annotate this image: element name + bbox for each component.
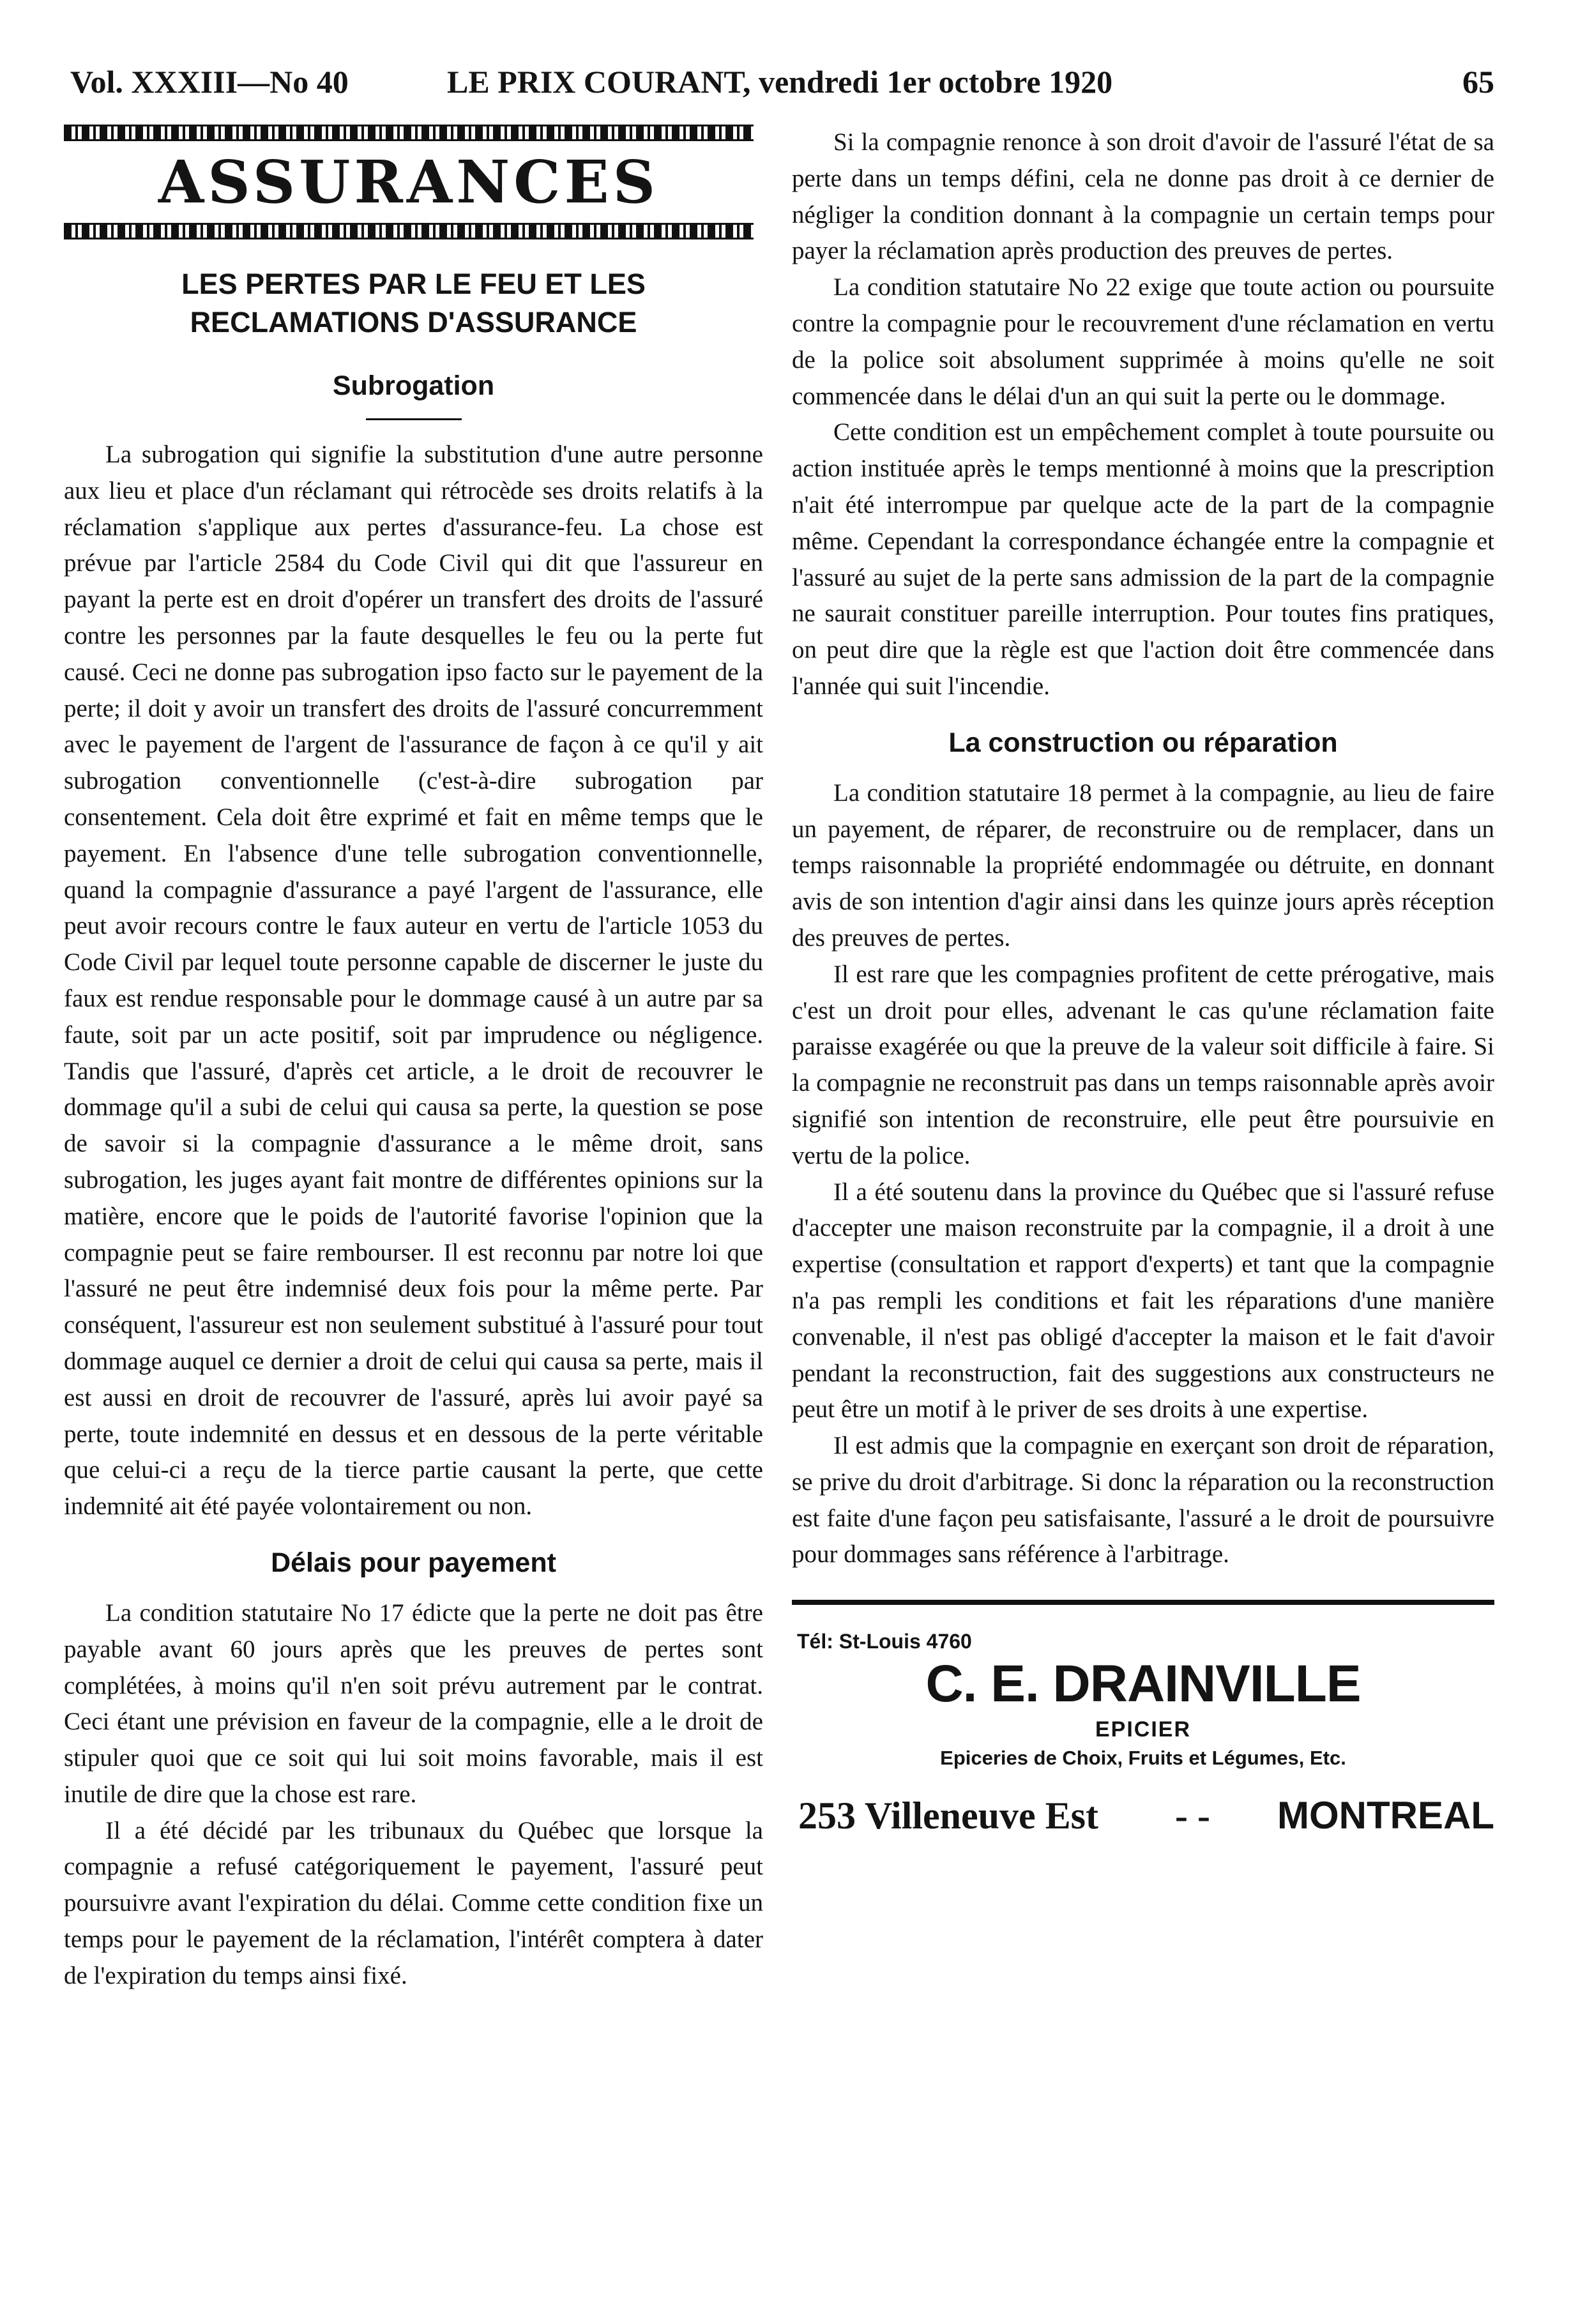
paragraph: Il a été soutenu dans la province du Québec que si l'assuré refuse d'accepter une maison reconstruite par la compagnie, il a droit à une expertise (consultation et rapport d'experts) et tant que la compagnie n'a pas rempli les conditions et fait les réparations d'une manière convenable, il n'est pas obligé d'accepter la maison et le fait d'avoir pendant la reconstruction, fait des suggestions aux constructeurs ne peut être un motif à le priver de ses droits à une expertise.	[792, 1178, 1494, 1424]
paragraph: Il est rare que les compagnies profitent de cette prérogative, mais c'est un droit pour elles, advenant le cas qu'une réclamation faite paraisse exagérée ou que la preuve de la valeur soit difficile à faire. Si la compagnie ne reconstruit pas dans un temps raisonnable après avoir signifié son intention de reconstruire, elle peut être poursuivie en vertu de la police.	[792, 960, 1494, 1169]
ornamental-rule-bottom	[64, 223, 754, 239]
subheading-subrogation: Subrogation	[332, 370, 495, 401]
article-title: LES PERTES PAR LE FEU ET LES RECLAMATIONS D'ASSURANCE	[181, 268, 646, 338]
right-column	[792, 125, 1494, 1842]
paragraph: La condition statutaire No 17 édicte que la perte ne doit pas être payable avant 60 jours après que les preuves de pertes sont complétées, à moins qu'il n'en soit prévu autrement par le contrat. Ceci étant une prévision en faveur de la compagnie, elle a le droit de stipuler quoi que ce soit qui lui soit moins favorable, mais il est inutile de dire que la chose est rare.	[64, 1599, 763, 1808]
ad-city: MONTREAL	[1277, 1794, 1494, 1837]
subheading-delais: Délais pour payement	[271, 1547, 556, 1578]
paragraph: Il a été décidé par les tribunaux du Québec que lorsque la compagnie a refusé catégoriquement le payement, l'assuré peut poursuivre avant l'expiration du délai. Comme cette condition fixe un temps pour le payement de la réclamation, l'intérêt comptera à dater de l'expiration du temps ainsi fixé.	[64, 1816, 763, 1989]
publication-date-line: LE PRIX COURANT, vendredi 1er octobre 1920	[447, 64, 1113, 100]
paragraph: Il est admis que la compagnie en exerçant son droit de réparation, se prive du droit d'arbitrage. Si donc la réparation ou la reconstruction est faite d'une façon peu satisfaisante, l'assuré a le droit de poursuivre pour dommages sans référence à l'arbitrage.	[792, 1432, 1494, 1568]
ad-address	[792, 1789, 1494, 1842]
paragraph: La condition statutaire No 22 exige que toute action ou poursuite contre la compagnie pour le recouvrement d'une réclamation en vertu de la police soit absolument supprimée à moins qu'elle ne soit commencée dans le délai d'un an qui suit la perte ou le dommage.	[792, 273, 1494, 410]
ad-business-name: C. E. DRAINVILLE	[925, 1655, 1361, 1713]
volume-number: Vol. XXXIII—No 40	[70, 64, 349, 100]
ad-trade: EPICIER	[1095, 1717, 1192, 1742]
ad-separator: - -	[1175, 1795, 1210, 1837]
section-title: ASSURANCES	[158, 148, 660, 216]
ornamental-rule-top	[64, 125, 754, 141]
page-number: 65	[1462, 64, 1494, 100]
grocer-advertisement	[792, 1600, 1494, 1842]
paragraph: La condition statutaire 18 permet à la compagnie, au lieu de faire un payement, de réparer, de reconstruire ou de remplacer, dans un temps raisonnable la propriété endommagée ou détruite, en donnant avis de son intention d'agir ainsi dans les quinze jours après réception des preuves de pertes.	[792, 778, 1494, 952]
section-banner	[64, 125, 754, 239]
paragraph: Si la compagnie renonce à son droit d'avoir de l'assuré l'état de sa perte dans un temps défini, cela ne donne pas droit à ce dernier de négliger la condition donnant à la compagnie un certain temps pour payer la réclamation après production des preuves de pertes.	[792, 128, 1494, 265]
ad-tagline: Epiceries de Choix, Fruits et Légumes, Etc.	[940, 1747, 1346, 1770]
subheading-construction: La construction ou réparation	[948, 727, 1338, 758]
ad-street: 253 Villeneuve Est	[798, 1795, 1099, 1837]
ad-telephone: Tél: St-Louis 4760	[797, 1630, 972, 1653]
left-column	[64, 125, 763, 1994]
paragraph: La subrogation qui signifie la substitution d'une autre personne aux lieu et place d'un réclamant qui rétrocède ses droits relatifs à la réclamation s'applique aux pertes d'assurance-feu. La chose est prévue par l'article 2584 du Code Civil qui dit que l'assureur en payant la perte est en droit d'opérer un transfert des droits de l'assuré contre les personnes par la faute desquelles le feu ou la perte fut causé. Ceci ne donne pas subrogation ipso facto sur le payement de la perte; il doit y avoir un transfert des droits de l'assuré concurremment avec le payement de l'argent de l'assurance de façon à ce qu'il y ait subrogation conventionnelle (c'est-à-dire subrogation par consentement. Cela doit être exprimé et fait en même temps que le payement. En l'absence d'une telle subrogation conventionnelle, quand la compagnie d'assurance a payé l'argent de l'assurance, elle peut avoir recours contre le faux auteur en vertu de l'article 1053 du Code Civil par lequel toute personne capable de discerner le juste du faux est rendue responsable pour le dommage causé à un autre par sa faute, soit par un acte positif, soit par imprudence ou négligence. Tandis que l'assuré, d'après cet article, a le droit de recouvrer le dommage qu'il a subi de celui qui causa sa perte, la question se pose de savoir si la compagnie d'assurance a le même droit, sans subrogation, les juges ayant fait montre de différentes opinions sur la matière, encore que le poids de l'autorité favorise l'opinion que la compagnie peut se faire rembourser. Il est reconnu par notre loi que l'assuré ne peut être indemnisé deux fois pour la même perte. Par conséquent, l'assureur est non seulement substitué à l'assuré pour tout dommage auquel ce dernier a droit de celui qui causa sa perte, mais il est aussi en droit de recouvrer de l'assuré, après lui avoir payé sa perte, toute indemnité en dessus et en dessous de la perte véritable que celui-ci a reçu de la tierce partie causant la perte, que cette indemnité ait été payée volontairement ou non.	[64, 441, 763, 1521]
paragraph: Cette condition est un empêchement complet à toute poursuite ou action instituée après le temps mentionné à moins que la prescription n'ait été interrompue par quelque acte de la part de la compagnie même. Cependant la correspondance échangée entre la compagnie et l'assuré au sujet de la perte sans admission de la part de la compagnie ne saurait constituer pareille interruption. Pour toutes fins pratiques, on peut dire que la règle est que l'action doit être commencée dans l'année qui suit l'incendie.	[792, 418, 1494, 700]
running-head	[70, 56, 1494, 107]
heading-divider	[366, 418, 462, 420]
